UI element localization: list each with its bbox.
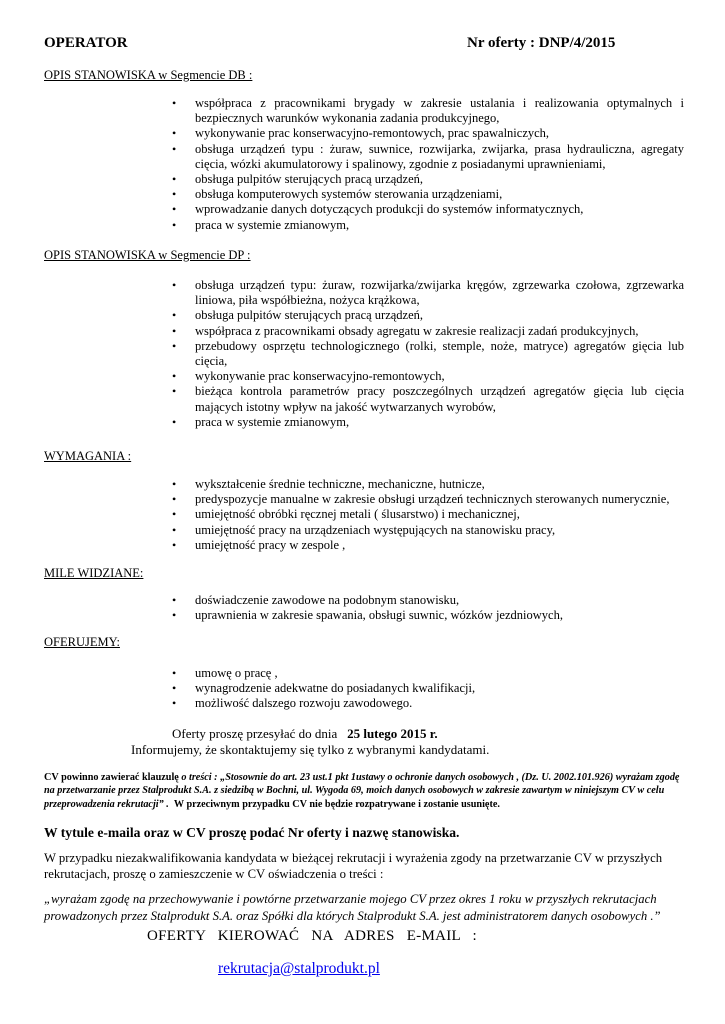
list-item: • umiejętność pracy na urządzeniach występujących na stanowisku pracy, <box>172 523 684 538</box>
list-item: • praca w systemie zmianowym, <box>172 415 684 430</box>
list-item: • obsługa urządzeń typu : żuraw, suwnice, rozwijarka, zwijarka, prasa hydrauliczna, agregaty cięcia, wózki akumulatorowy i spalinowy, zgodnie z posiadanymi uprawnieniami, <box>172 142 684 172</box>
list-item: • predyspozycje manualne w zakresie obsługi urządzeń technicznych sterowanych numerycznie, <box>172 492 684 507</box>
email-link[interactable]: rekrutacja@stalprodukt.pl <box>218 960 380 977</box>
address-label: OFERTY KIEROWAĆ NA ADRES E-MAIL : <box>147 928 477 944</box>
contact-note: Informujemy, że skontaktujemy się tylko z wybranymi kandydatami. <box>131 742 490 757</box>
clause-tail: W przeciwnym przypadku CV nie będzie rozpatrywane i zostanie usunięte. <box>173 798 500 810</box>
deadline-text: Oferty proszę przesyłać do dnia <box>172 726 338 741</box>
offer-number: Nr oferty : DNP/4/2015 <box>467 35 616 51</box>
deadline-date: 25 lutego 2015 r. <box>347 726 438 741</box>
list-item: • bieżąca kontrola parametrów pracy poszczególnych urządzeń agregatów gięcia lub cięcia mających istotny wpływ na jakość wytwarzanych wyrobów, <box>172 384 684 414</box>
list-item: • wykształcenie średnie techniczne, mechaniczne, hutnicze, <box>172 477 684 492</box>
db-duties-list <box>172 96 684 233</box>
email-subject-note: W tytule e-maila oraz w CV proszę podać Nr oferty i nazwę stanowiska. <box>44 825 460 840</box>
list-item: • współpraca z pracownikami brygady w zakresie ustalania i realizowania optymalnych i bezpiecznych warunków wykonania zadania produkcyjnego, <box>172 96 684 126</box>
list-item: • umiejętność pracy w zespole , <box>172 538 684 553</box>
list-item: • uprawnienia w zakresie spawania, obsługi suwnic, wózków jezdniowych, <box>172 608 684 623</box>
list-item: • wykonywanie prac konserwacyjno-remontowych, <box>172 369 684 384</box>
list-item: • współpraca z pracownikami obsady agregatu w zakresie realizacji zadań produkcyjnych, <box>172 324 684 339</box>
list-item: • umowę o pracę , <box>172 666 684 681</box>
deadline-line <box>172 726 438 742</box>
welcome-list <box>172 593 684 623</box>
dp-duties-list <box>172 278 684 430</box>
offer-list <box>172 666 684 712</box>
job-title: OPERATOR <box>44 35 128 51</box>
section-heading-requirements: WYMAGANIA : <box>44 449 132 463</box>
section-heading-db: OPIS STANOWISKA w Segmencie DB : <box>44 68 253 82</box>
list-item: • wykonywanie prac konserwacyjno-remontowych, prac spawalniczych, <box>172 126 684 141</box>
cv-clause <box>44 771 684 811</box>
list-item: • możliwość dalszego rozwoju zawodowego. <box>172 696 684 711</box>
list-item: • wprowadzanie danych dotyczących produkcji do systemów informatycznych, <box>172 202 684 217</box>
list-item: • obsługa urządzeń typu: żuraw, rozwijarka/zwijarka kręgów, zgrzewarka czołowa, zgrzewarka liniowa, piła współbieżna, nożyca krążkowa, <box>172 278 684 308</box>
list-item: • obsługa pulpitów sterujących pracą urządzeń, <box>172 308 684 323</box>
clause-quote: „Stosownie do art. 23 ust.1 pkt 1ustawy o ochronie danych osobowych , (Dz. U. 2002.101.926) wyrażam zgodę na przetwarzanie przez Stalprodukt S.A. z siedzibą w Bochni, ul. Wygoda 69, moich danych osobowych w zakresie zawartym w niniejszym CV w celu przeprowadzenia rekrutacji” . <box>44 772 680 810</box>
future-consent-quote: „wyrażam zgodę na przechowywanie i powtórne przetwarzanie mojego CV przez okres 1 roku w przyszłych rekrutacjach prowadzonych przez Stalprodukt S.A. oraz Spółki dla których Stalprodukt S.A. jest administratorem danych osobowych .” <box>44 892 661 923</box>
list-item: • doświadczenie zawodowe na podobnym stanowisku, <box>172 593 684 608</box>
clause-lead-italic: o treści : <box>181 772 218 783</box>
future-recruitment-note: W przypadku niezakwalifikowania kandydata w bieżącej rekrutacji i wyrażenia zgody na przetwarzanie CV w przyszłych rekrutacjach, proszę o zamieszczenie w CV oświadczenia o treści : <box>44 851 663 881</box>
list-item: • wynagrodzenie adekwatne do posiadanych kwalifikacji, <box>172 681 684 696</box>
requirements-list <box>172 477 684 553</box>
list-item: • obsługa komputerowych systemów sterowania urządzeniami, <box>172 187 684 202</box>
section-heading-offer: OFERUJEMY: <box>44 635 120 649</box>
list-item: • praca w systemie zmianowym, <box>172 218 684 233</box>
list-item: • obsługa pulpitów sterujących pracą urządzeń, <box>172 172 684 187</box>
list-item: • przebudowy osprzętu technologicznego (rolki, stemple, noże, matryce) agregatów gięcia lub cięcia, <box>172 339 684 369</box>
list-item: • umiejętność obróbki ręcznej metali ( ślusarstwo) i mechanicznej, <box>172 507 684 522</box>
clause-lead: CV powinno zawierać klauzulę <box>44 772 179 783</box>
section-heading-welcome: MILE WIDZIANE: <box>44 566 144 580</box>
section-heading-dp: OPIS STANOWISKA w Segmencie DP : <box>44 248 251 262</box>
